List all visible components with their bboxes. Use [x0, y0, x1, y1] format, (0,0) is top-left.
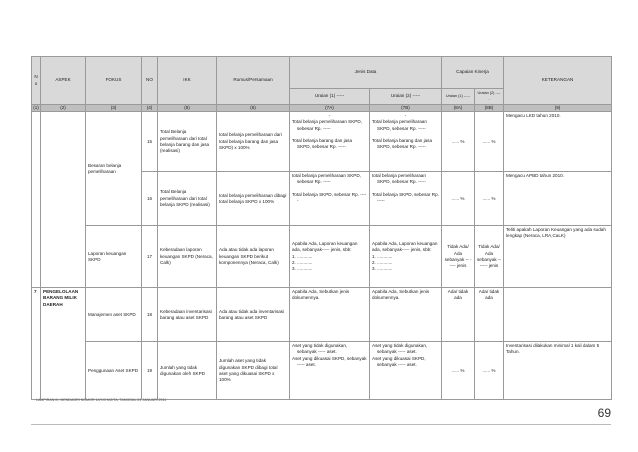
keterangan-cell: Mengacu LKD tahun 2010. [504, 112, 612, 172]
keterangan-cell: Mengacu APBD tahun 2010. [504, 172, 612, 226]
fokus-cell: Laporan keuangan SKPD [86, 226, 142, 288]
col-number: (4) [142, 105, 158, 112]
capaian-2-cell: Tidak Ada/ Ada sebanyak -- ----- jenis [475, 226, 504, 288]
uraian-2-cell: Apabila Ada, Sebutkan jenis dokumennya. [370, 288, 442, 342]
uraian-text: Apabila Ada, Laporan keuangan ada, sebanyak----- jenis, sbb: [372, 241, 438, 253]
list-item: Aset yang dikuasai SKPD, sebanyak ----- aset. [292, 355, 367, 367]
rumus-cell: Ada atau tidak ada laporan keuangan SKPD berikut komponennya (Neraca, Calk) [217, 226, 290, 288]
header-uraian-2: Uraian (2) ----- [370, 89, 442, 105]
header-fokus: FOKUS [86, 57, 142, 105]
capaian-1-cell: Ada/ tidak ada [442, 288, 475, 342]
col-number: (8A) [442, 105, 475, 112]
rumus-cell: Ada atau tidak ada inventarisasi barang atau aset SKPD [217, 288, 290, 342]
header-aspek: ASPEK [41, 57, 86, 105]
ikk-cell: Jumlah yang tidak digunakan oleh SKPD [158, 342, 217, 400]
capaian-2-cell: ...... % [475, 342, 504, 400]
list-item: 2. ............ [292, 259, 313, 265]
capaian-1-cell: ...... % [442, 172, 475, 226]
table-row [32, 112, 612, 172]
evaluation-table [31, 56, 612, 400]
ikk-number: 16 [142, 172, 158, 226]
uraian-lead: - [404, 113, 407, 119]
table-row [32, 288, 612, 342]
col-number: (7B) [370, 105, 442, 112]
capaian-1-cell: ...... % [442, 342, 475, 400]
capaian-2-cell: ...... % [475, 112, 504, 172]
list-item: total belanja pemeliharaan SKPD, sebesar Rp. ----- [372, 173, 426, 185]
fokus-cell: Penggunaan Aset SKPD [86, 342, 142, 400]
header-no: No [32, 57, 41, 105]
list-item: 3. ............ [292, 265, 313, 271]
table-row [32, 342, 612, 400]
keterangan-cell: Teliti apakah Laporan Keuangan yang ada sudah lengkap (Neraca, LRA,CaLK) [504, 226, 612, 288]
header-no-ikk: NO [142, 57, 158, 105]
footer-divider [31, 424, 611, 425]
header-capaian-uraian-2: Uraian (2) ----- [475, 89, 504, 105]
footer-note: LAMPIRAN III, MENDAGRI NOMOR 1/I/X/3 NO/TA, TANGGAL 24 JANUARI 2011 [36, 398, 167, 402]
uraian-2-cell [370, 342, 442, 400]
capaian-2-cell: ...... % [475, 172, 504, 226]
uraian-2-cell [370, 112, 442, 172]
list-item: total belanja pemeliharaan SKPD, sebesar Rp. ----- [292, 173, 361, 185]
header-keterangan: KETERANGAN [504, 57, 612, 105]
rumus-cell: total belanja pemeliharaan dibagi total belanja SKPD x 100% [217, 172, 290, 226]
header-rumus: Rumus/Persamaan [217, 57, 290, 105]
uraian-1-cell [290, 342, 370, 400]
col-number: (5) [158, 105, 217, 112]
keterangan-cell: Inventarisasi dilakukan minimal 1 kali dalam 5 Tahun. [504, 342, 612, 400]
section-number: 7 [32, 288, 41, 400]
uraian-1-cell [290, 112, 370, 172]
list-item: 1. ............ [372, 253, 393, 259]
ikk-number: 17 [142, 226, 158, 288]
rumus-cell: Jumlah aset yang tidak digunakan SKPD dibagi total aset yang dikuasai SKPD x 100% [217, 342, 290, 400]
col-number: (2) [41, 105, 86, 112]
page-number: 69 [597, 406, 611, 420]
col-number: (1) [33, 105, 39, 110]
list-item: Total belanja pemeliharaan SKPD, sebesar Rp. ----- [372, 119, 427, 131]
list-item: Total belanja barang dan jasa SKPD, sebesar Rp. ----- [372, 137, 433, 150]
uraian-text: Apabila Ada, Laporan keuangan ada, sebanyak----- jenis, sbb: [292, 241, 358, 253]
uraian-2-cell [370, 172, 442, 226]
col-number: (3) [86, 105, 142, 112]
capaian-1-cell: Tidak Ada/ Ada sebanyak -- ----- jenis [442, 226, 475, 288]
keterangan-cell [504, 288, 612, 342]
col-number: (6) [217, 105, 290, 112]
col-number: (7A) [290, 105, 370, 112]
uraian-2-cell [370, 226, 442, 288]
uraian-1-cell [290, 226, 370, 288]
ikk-number: 18 [142, 288, 158, 342]
col-number: (8B) [475, 105, 504, 112]
ikk-cell: Total Belanja pemeliharaan dari total belanja SKPD (realisasi) [158, 172, 217, 226]
aspek-cell: PENGELOLAAN BARANG MILIK DAERAH [41, 288, 86, 400]
header-jenis-data: Jenis Data [290, 57, 442, 89]
header-capaian-uraian-1: Uraian (1) ----- [442, 89, 475, 105]
list-item: Total belanja SKPD, sebesar Rp. ----- [292, 191, 367, 203]
list-item: Aset yang tidak digunakan, sebanyak ----- aset. [292, 343, 348, 355]
ikk-number: 15 [142, 112, 158, 172]
ikk-cell: Keberadaan inventarisasi barang atau aset SKPD [158, 288, 217, 342]
uraian-1-cell [290, 172, 370, 226]
ikk-cell: Total Belanja pemeliharaan dari total belanja barang dan jasa (realisasi) [158, 112, 217, 172]
list-item: 3. ............ [372, 265, 393, 271]
col-number: (9) [504, 105, 612, 112]
fokus-cell: Besaran belanja pemeliharaan [86, 112, 142, 226]
uraian-lead: - [328, 113, 331, 119]
header-uraian-1: Uraian (1) ----- [290, 89, 370, 105]
capaian-1-cell: ...... % [442, 112, 475, 172]
uraian-1-cell: Apabila Ada, Sebutkan jenis dokumennya. [290, 288, 370, 342]
list-item: Total belanja pemeliharaan SKPD, sebesar Rp. ----- [292, 119, 362, 131]
header-capaian: Capaian Kinerja [442, 57, 504, 89]
capaian-2-cell: Ada/ tidak ada [475, 288, 504, 342]
rumus-cell: total belanja pemeliharaan dari total belanja barang dan jasa SKPD) x 100% [217, 112, 290, 172]
list-item: Total belanja barang dan jasa SKPD, sebesar Rp. ----- [292, 137, 353, 150]
list-item: 1. ............ [292, 253, 313, 259]
ikk-number: 19 [142, 342, 158, 400]
table-row [32, 226, 612, 288]
list-item: Aset yang tidak digunakan, sebanyak ----- aset. [372, 343, 428, 355]
header-ikk: IKK [158, 57, 217, 105]
ikk-cell: Keberadaan laporan keuangan SKPD (Neraca, Calk) [158, 226, 217, 288]
list-item: 2. ............ [372, 259, 393, 265]
list-item: Aset yang dikuasai SKPD, sebanyak ----- aset. [372, 355, 426, 367]
fokus-cell: Manajemen aset SKPD [86, 288, 142, 342]
list-item: Total belanja SKPD, sebesar Rp. ----- [372, 191, 439, 203]
